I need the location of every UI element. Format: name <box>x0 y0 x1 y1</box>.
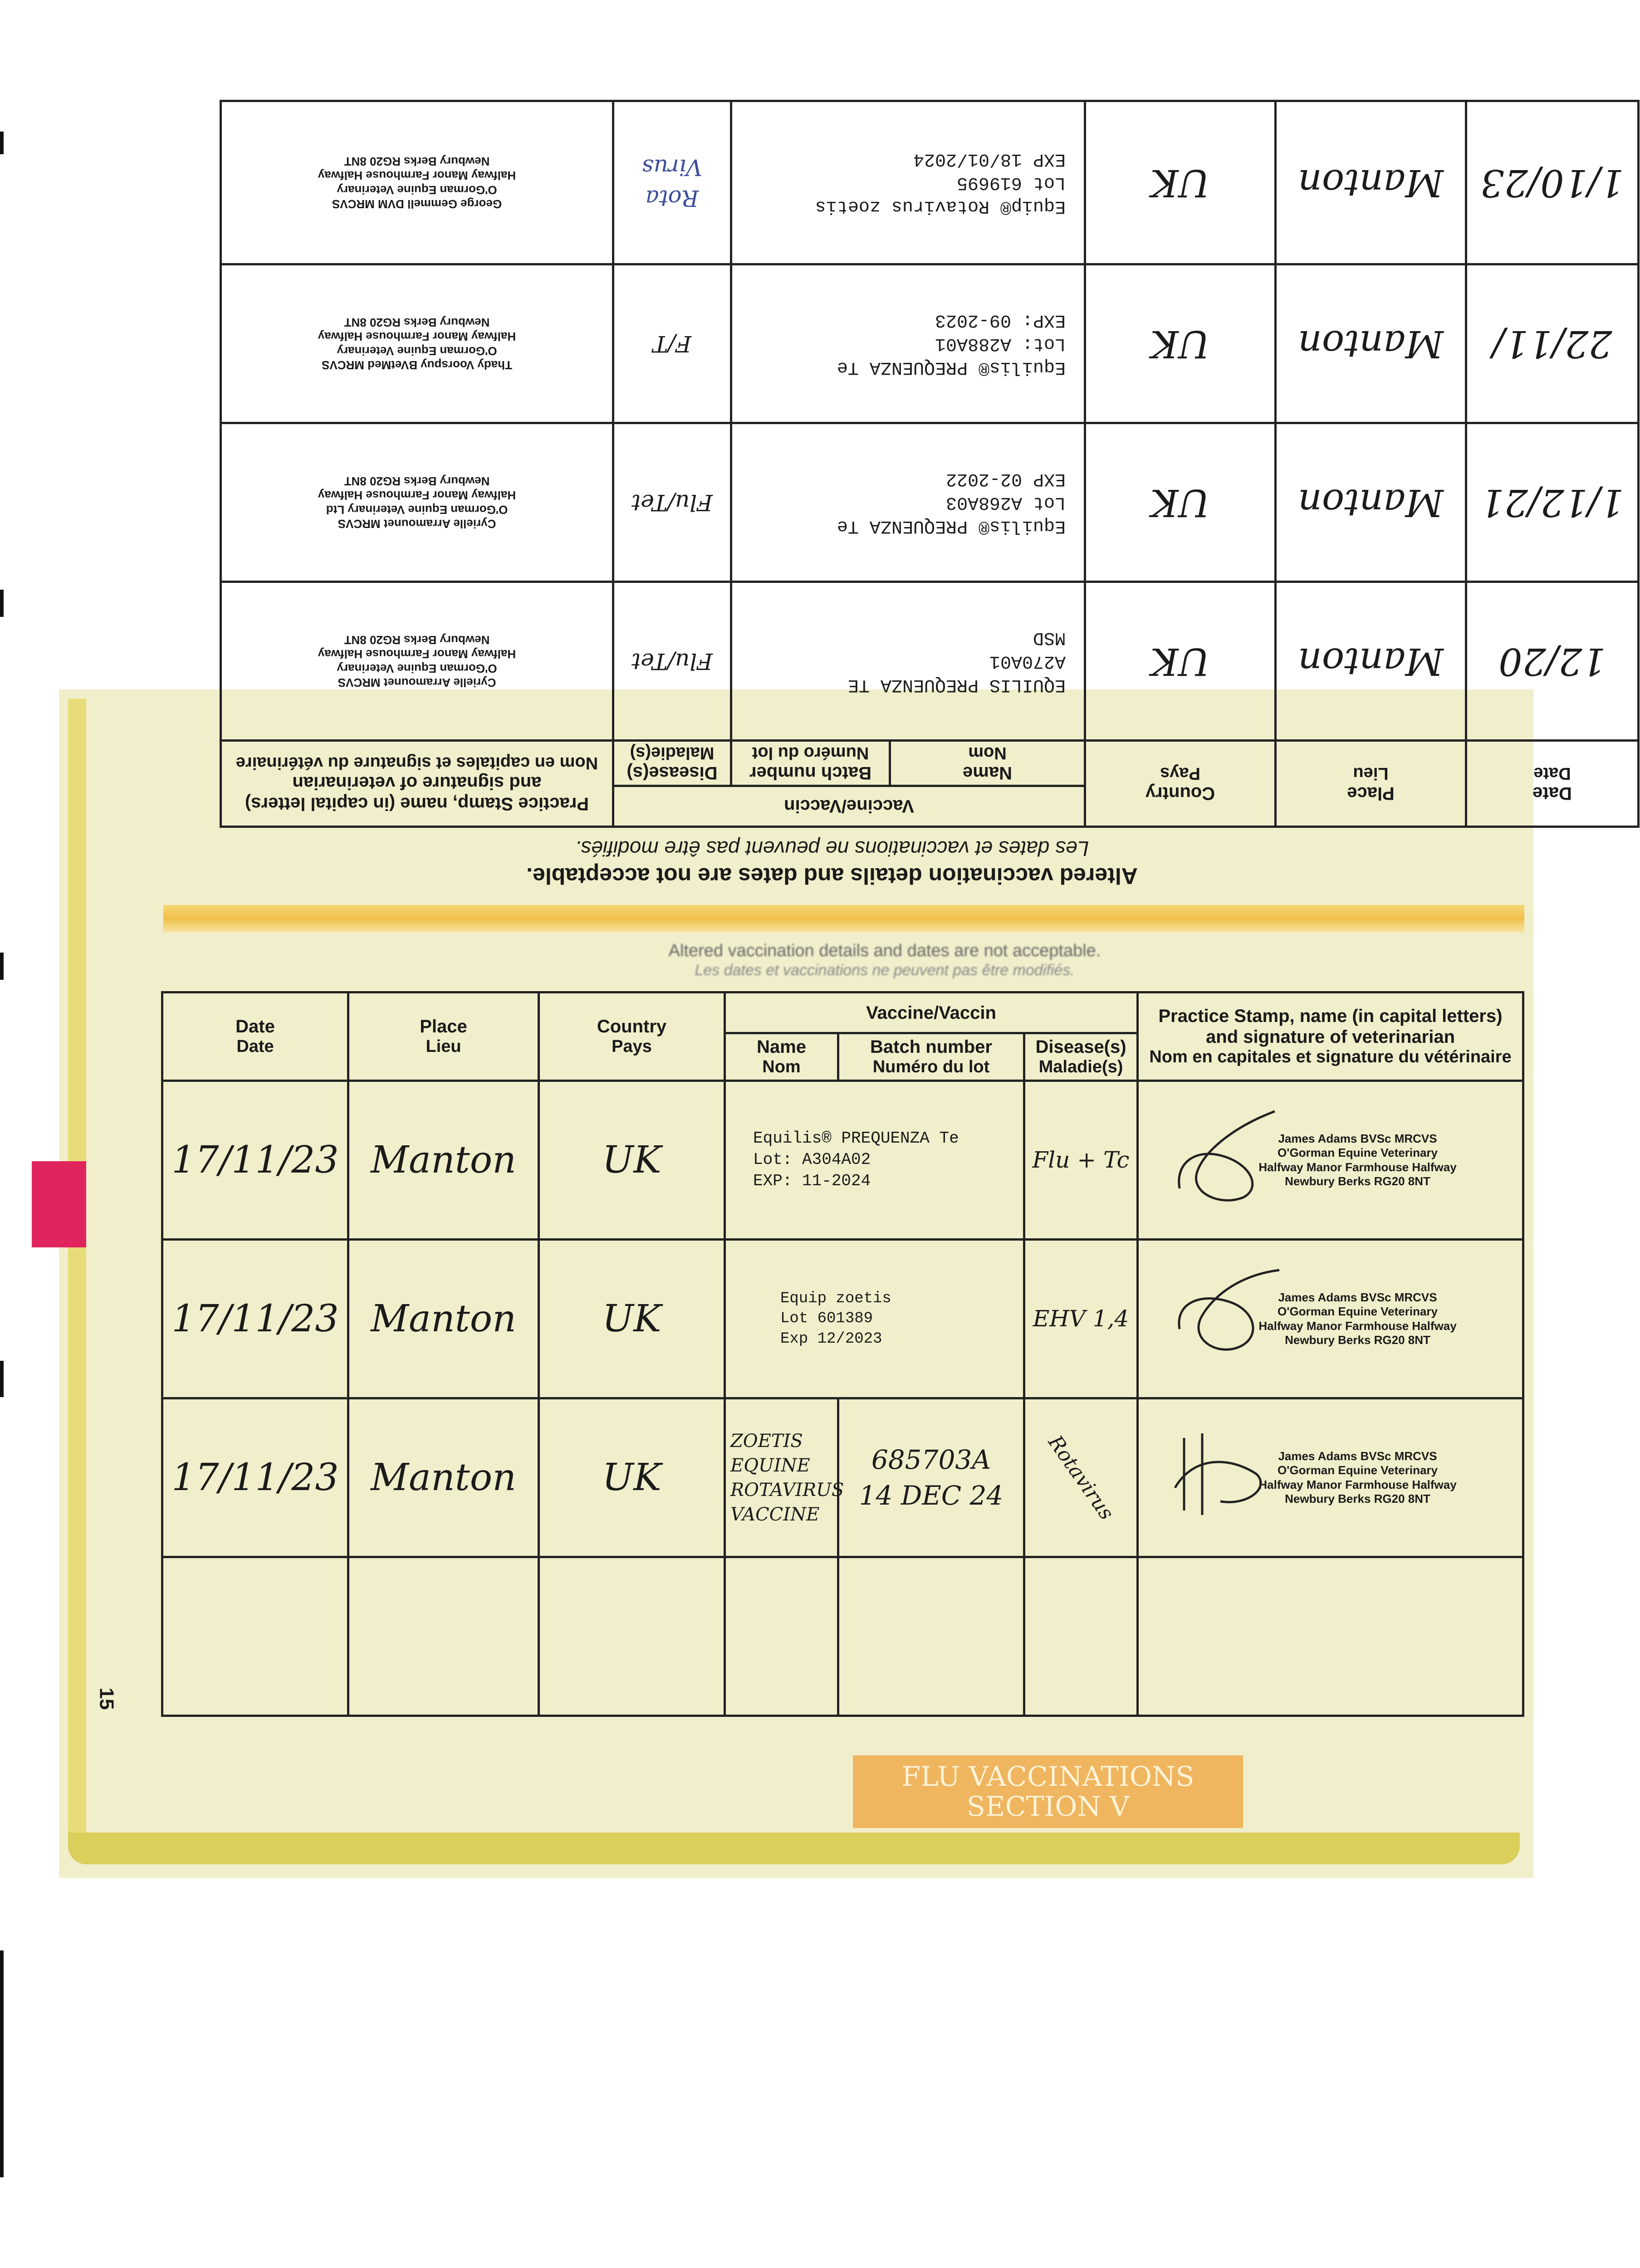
row-country: UK <box>1085 423 1276 582</box>
booklet-edge <box>68 1833 1520 1864</box>
practice-stamp: James Adams BVSc MRCVS O'Gorman Equine Veterinary Halfway Manor Farmhouse Halfway Newbury Berks RG20 8NT <box>1138 1081 1523 1240</box>
row-country: UK <box>1085 582 1276 741</box>
row-place: Manton <box>1276 582 1466 741</box>
row-date: 17/11/23 <box>162 1240 348 1398</box>
row-country: UK <box>539 1081 725 1240</box>
practice-stamp: George Gemmell DVM MRCVS O'Gorman Equine Veterinary Halfway Manor Farmhouse Halfway Newbury Berks RG20 8NT <box>220 101 613 264</box>
row-disease: Flu/Tet <box>613 582 731 741</box>
vaccine-label: EQUILIS PREQUENZA TE A270A01 MSD <box>731 582 1085 741</box>
vaccine-label: Equilis® PREQUENZA Te Lot: A288A01 EXP: 09-2023 <box>731 264 1085 423</box>
header-batch: Batch number Numéro du lot <box>731 741 890 786</box>
row-country: UK <box>1085 101 1276 264</box>
row-disease: Rotavirus <box>1024 1398 1138 1557</box>
row-date: 1/12/21 <box>1466 423 1639 582</box>
row-place: Manton <box>348 1398 539 1557</box>
scan-mark <box>0 953 4 980</box>
header-place: Place Lieu <box>1276 741 1466 827</box>
altered-notice-en: Altered vaccination details and dates are not acceptable. <box>526 863 1138 889</box>
vaccine-label: Equilis® PREQUENZA Te Lot A268A03 EXP 02-2022 <box>731 423 1085 582</box>
scan-mark <box>0 1361 4 1397</box>
row-place: Manton <box>1276 264 1466 423</box>
row-country: UK <box>1085 264 1276 423</box>
table-row <box>220 101 1638 264</box>
scan-mark <box>0 1950 4 2177</box>
header-vaccine: Vaccine/Vaccin <box>725 992 1138 1033</box>
vaccine-name-handwritten: ZOETIS EQUINE ROTAVIRUS VACCINE <box>725 1398 838 1557</box>
row-country: UK <box>539 1398 725 1557</box>
row-date: 22/11/ <box>1466 264 1639 423</box>
signature <box>1166 1420 1284 1533</box>
header-date: Date Date <box>1466 741 1639 827</box>
row-place <box>348 1557 539 1716</box>
upper-vaccination-table <box>220 100 1640 828</box>
header-disease: Disease(s) Maladie(s) <box>613 741 731 786</box>
row-disease <box>1024 1557 1138 1716</box>
row-date: 1/10/23 <box>1466 101 1639 264</box>
header-place: Place Lieu <box>348 992 539 1081</box>
section-badge <box>853 1755 1243 1828</box>
row-name <box>725 1557 838 1716</box>
table-row-empty <box>162 1557 1523 1716</box>
header-batch: Batch number Numéro du lot <box>838 1033 1024 1081</box>
practice-stamp: Cyrielle Arramounet MRCVS O'Gorman Equine Veterinary Halfway Manor Farmhouse Halfway Newbury Berks RG20 8NT <box>220 582 613 741</box>
row-batch <box>838 1557 1024 1716</box>
practice-stamp: James Adams BVSc MRCVS O'Gorman Equine Veterinary Halfway Manor Farmhouse Halfway Newbury Berks RG20 8NT <box>1138 1240 1523 1398</box>
table-row <box>162 1240 1523 1398</box>
practice-stamp: James Adams BVSc MRCVS O'Gorman Equine Veterinary Halfway Manor Farmhouse Halfway Newbury Berks RG20 8NT <box>1138 1398 1523 1557</box>
vaccine-label: Equilis® PREQUENZA Te Lot: A304A02 EXP: 11-2024 <box>725 1081 1024 1240</box>
practice-stamp <box>1138 1557 1523 1716</box>
row-disease: Rota Virus <box>613 101 731 264</box>
altered-notice-faded-fr: Les dates et vaccinations ne peuvent pas être modifiés. <box>695 962 1075 979</box>
practice-stamp: Thady Voorspuy BVetMed MRCVS O'Gorman Equine Veterinary Halfway Manor Farmhouse Halfway Newbury Berks RG20 8NT <box>220 264 613 423</box>
header-name: Name Nom <box>725 1033 838 1081</box>
altered-notice-faded: Altered vaccination details and dates are not acceptable. <box>668 941 1101 960</box>
table-row <box>162 1398 1523 1557</box>
header-date: Date Date <box>162 992 348 1081</box>
red-page-tab <box>32 1161 86 1247</box>
table-row <box>220 423 1638 582</box>
signature <box>1170 1261 1288 1374</box>
header-name: Name Nom <box>890 741 1085 786</box>
row-disease: Flu/Tet <box>613 423 731 582</box>
vaccine-label: Equip® Rotavirus zoetis Lot 619695 EXP 18/01/2024 <box>731 101 1085 264</box>
table-row <box>220 264 1638 423</box>
row-place: Manton <box>348 1240 539 1398</box>
row-disease: EHV 1,4 <box>1024 1240 1138 1398</box>
signature <box>1170 1107 1288 1220</box>
gold-divider-band <box>163 905 1524 932</box>
row-place: Manton <box>1276 423 1466 582</box>
row-date: 17/11/23 <box>162 1081 348 1240</box>
vaccine-label: Equip zoetis Lot 601389 Exp 12/2023 <box>725 1240 1024 1398</box>
row-date <box>162 1557 348 1716</box>
header-vaccine: Vaccine/Vaccin <box>613 786 1085 827</box>
header-country: Country Pays <box>1085 741 1276 827</box>
row-place: Manton <box>348 1081 539 1240</box>
altered-notice-fr: Les dates et vaccinations ne peuvent pas être modifiés. <box>575 837 1089 860</box>
lower-vaccination-table <box>161 991 1524 1717</box>
header-country: Country Pays <box>539 992 725 1081</box>
batch-handwritten: 685703A 14 DEC 24 <box>838 1398 1024 1557</box>
badge-subtitle: SECTION V <box>966 1791 1130 1823</box>
row-date: 17/11/23 <box>162 1398 348 1557</box>
header-stamp: Practice Stamp, name (in capital letters) and signature of veterinarian Nom en capitales et signature du vétérinaire <box>1138 992 1523 1081</box>
row-country: UK <box>539 1240 725 1398</box>
header-disease: Disease(s) Maladie(s) <box>1024 1033 1138 1081</box>
badge-title: FLU VACCINATIONS <box>901 1761 1195 1793</box>
row-date: 12/20 <box>1466 582 1639 741</box>
table-row <box>162 1081 1523 1240</box>
practice-stamp: Cyrielle Arramounet MRCVS O'Gorman Equine Veterinary Ltd Halfway Manor Farmhouse Halfway Newbury Berks RG20 8NT <box>220 423 613 582</box>
page-number: 15 <box>95 1687 118 1710</box>
table-row <box>220 582 1638 741</box>
row-disease: Flu + Tc <box>1024 1081 1138 1240</box>
upper-section-rotated <box>0 0 1640 889</box>
row-country <box>539 1557 725 1716</box>
header-stamp: Practice Stamp, name (in capital letters) and signature of veterinarian Nom en capitales et signature du vétérinaire <box>220 741 613 827</box>
row-place: Manton <box>1276 101 1466 264</box>
row-disease: F/T <box>613 264 731 423</box>
